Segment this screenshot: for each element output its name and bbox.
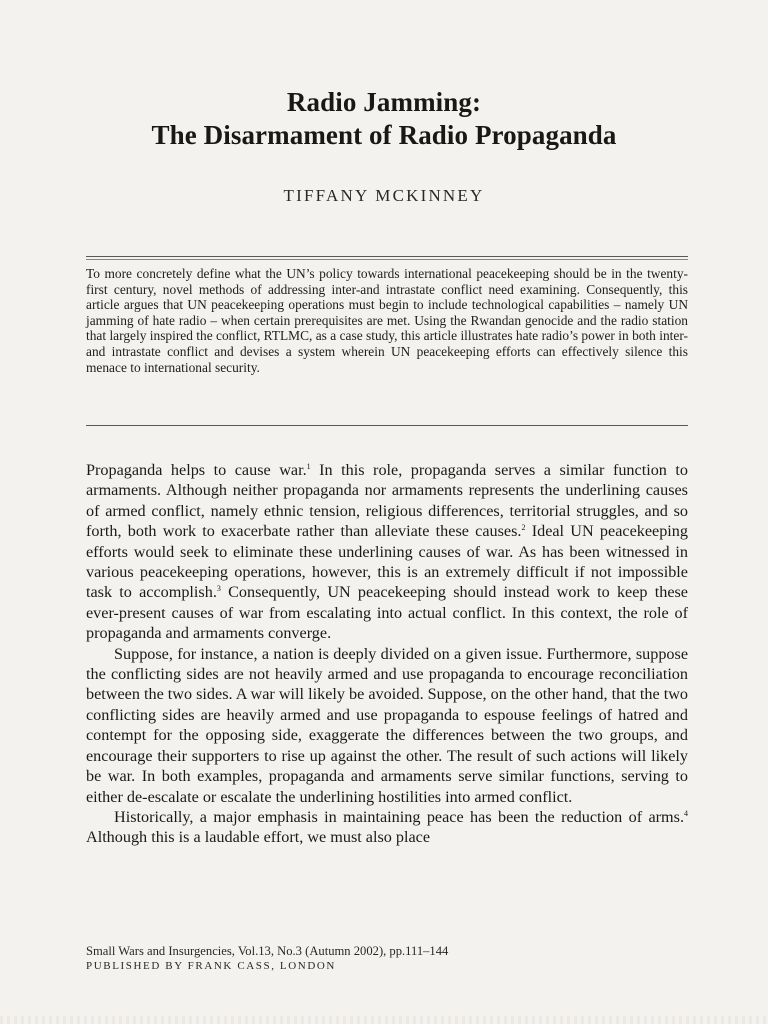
footnote-ref: 3 [216,584,221,594]
body-text [86,460,688,848]
body-text-run: Propaganda helps to cause war. [86,461,307,479]
abstract [86,266,688,375]
body-paragraph: Suppose, for instance, a nation is deeply divided on a given issue. Furthermore, suppose the conflicting sides are not heavily armed and use propaganda to encourage reconciliation between the two sides. A war will likely be avoided. Suppose, on the other hand, that the two conflicting sides are heavily armed and use propaganda to espouse feelings of hatred and contempt for the opposing side, exaggerate the differences between the two groups, and encourage their supporters to rise up against the other. The result of such actions will likely be war. In both examples, propaganda and armaments serve similar functions, serving to either de-escalate or escalate the underlining hostilities into armed conflict. [86,644,688,806]
scan-edge [0,1016,768,1024]
page-footer [86,944,688,974]
journal-citation: Small Wars and Insurgencies, Vol.13, No.3 (Autumn 2002), pp.111–144 [86,944,449,958]
body-text-run: Consequently, UN peacekeeping should instead work to keep these ever-present causes of war from escalating into actual conflict. In this context, the role of propaganda and armaments converge. [86,583,688,643]
publisher-line: PUBLISHED BY FRANK CASS, LONDON [86,960,336,972]
abstract-text: To more concretely define what the UN’s policy towards international peacekeeping should be in the twenty-first century, novel methods of addressing inter-and intrastate conflict need examining. Consequently, this article argues that UN peacekeeping operations must begin to include technological capabilities – namely UN jamming of hate radio – when certain prerequisites are met. Using the Rwandan genocide and the radio station that largely inspired the conflict, RTLMC, as a case study, this article illustrates hate radio’s power in both inter- and intrastate conflict and devises a system wherein UN peacekeeping efforts can effectively silence this menace to international security. [86,266,688,375]
abstract-top-rule [86,256,688,260]
body-paragraph [86,460,688,644]
title-line-1: Radio Jamming: [286,87,482,117]
body-text-run: In this role, propaganda serves a similar function to armaments. Although neither propaganda nor armaments represents the underlining causes of armed conflict, namely ethnic tension, religious differences, territorial struggles, and so forth, both work to exacerbate rather than alleviate these causes. [86,461,689,541]
abstract-bottom-rule [86,425,688,426]
title-line-2: The Disarmament of Radio Propaganda [151,120,617,150]
body-paragraph [86,807,688,848]
footnote-ref: 1 [306,462,311,471]
body-text-run: Ideal UN peacekeeping efforts would seek to eliminate these underlining causes of war. As has been witnessed in various peacekeeping operations, however, this is an extremely difficult if not impossible task to accomplish. [86,522,688,602]
author-name: TIFFANY MCKINNEY [283,186,485,205]
body-text-run: Although this is a laudable effort, we must also place [86,828,431,847]
body-text-run: Historically, a major emphasis in maintaining peace has been the reduction of arms. [114,807,684,826]
footnote-ref: 2 [521,523,526,533]
footnote-ref: 4 [684,808,688,818]
article-title [0,86,768,152]
